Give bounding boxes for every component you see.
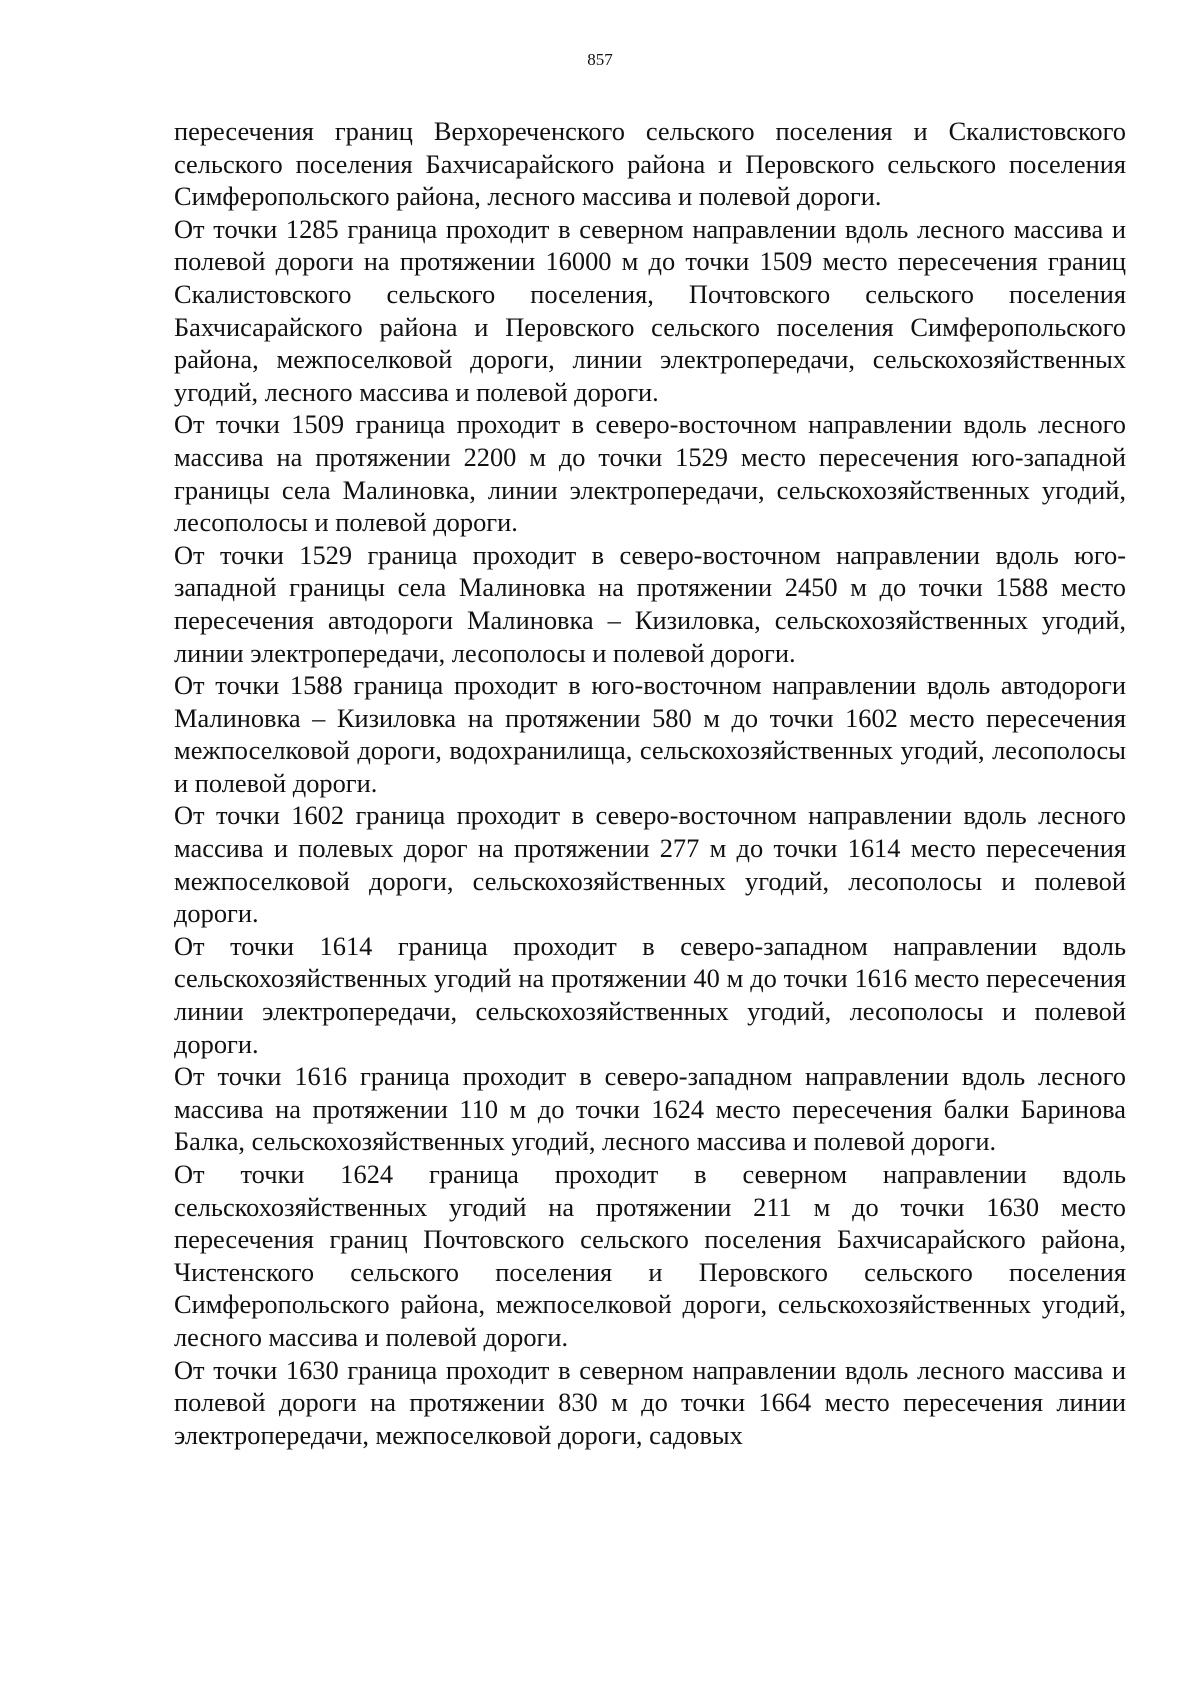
- paragraph-2: От точки 1285 граница проходит в северном направлении вдоль лесного массива и полевой дороги на протяжении 16000 м до точки 1509 место пересечения границ Скалистовского сельского поселения, Почтовского сельского поселения Бахчисарайского района и Перовского сельского поселения Симферопольского района, межпоселковой дороги, линии электропередачи, сельскохозяйственных угодий, лесного массива и полевой дороги.: [174, 213, 1126, 407]
- paragraph-10: От точки 1630 граница проходит в северном направлении вдоль лесного массива и полевой дороги на протяжении 830 м до точки 1664 место пересечения линии электропередачи, межпоселковой дороги, садовых: [174, 1354, 1126, 1450]
- paragraph-6: От точки 1602 граница проходит в северо-восточном направлении вдоль лесного массива и полевых дорог на протяжении 277 м до точки 1614 место пересечения межпоселковой дороги, сельскохозяйственных угодий, лесополосы и полевой дороги.: [174, 800, 1126, 929]
- paragraph-3: От точки 1509 граница проходит в северо-восточном направлении вдоль лесного массива на протяжении 2200 м до точки 1529 место пересечения юго-западной границы села Малиновка, линии электропередачи, сельскохозяйственных угодий, лесополосы и полевой дороги.: [174, 409, 1126, 538]
- paragraph-8: От точки 1616 граница проходит в северо-западном направлении вдоль лесного массива на протяжении 110 м до точки 1624 место пересечения балки Баринова Балка, сельскохозяйственных угодий, лесного массива и полевой дороги.: [174, 1061, 1126, 1157]
- document-body: [174, 115, 1126, 1451]
- paragraph-1: пересечения границ Верхореченского сельского поселения и Скалистовского сельского поселения Бахчисарайского района и Перовского сельского поселения Симферопольского района, лесного массива и полевой дороги.: [174, 116, 1126, 212]
- paragraph-4: От точки 1529 граница проходит в северо-восточном направлении вдоль юго-западной границы села Малиновка на протяжении 2450 м до точки 1588 место пересечения автодороги Малиновка – Кизиловка, сельскохозяйственных угодий, линии электропередачи, лесополосы и полевой дороги.: [174, 539, 1126, 668]
- paragraph-5: От точки 1588 граница проходит в юго-восточном направлении вдоль автодороги Малиновка – Кизиловка на протяжении 580 м до точки 1602 место пересечения межпоселковой дороги, водохранилища, сельскохозяйственных угодий, лесополосы и полевой дороги.: [174, 670, 1126, 798]
- page-number: 857: [587, 50, 613, 69]
- paragraph-7: От точки 1614 граница проходит в северо-западном направлении вдоль сельскохозяйственных угодий на протяжении 40 м до точки 1616 место пересечения линии электропередачи, сельскохозяйственных угодий, лесополосы и полевой дороги.: [174, 930, 1126, 1059]
- paragraph-9: От точки 1624 граница проходит в северном направлении вдоль сельскохозяйственных угодий на протяжении 211 м до точки 1630 место пересечения границ Почтовского сельского поселения Бахчисарайского района, Чистенского сельского поселения и Перовского сельского поселения Симферопольского района, межпоселковой дороги, сельскохозяйственных угодий, лесного массива и полевой дороги.: [174, 1159, 1126, 1352]
